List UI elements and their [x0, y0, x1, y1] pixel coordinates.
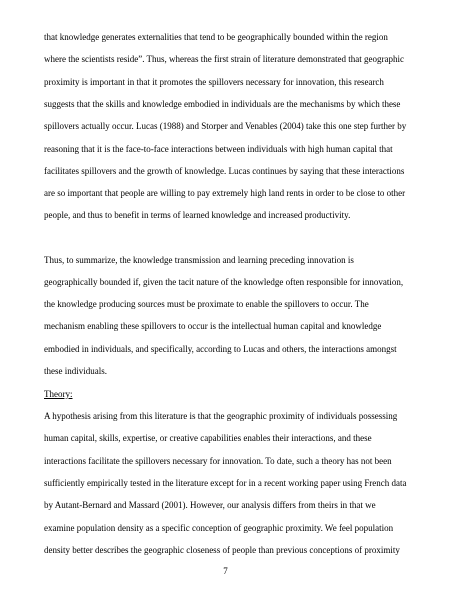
text-line: examine population density as a specific conception of geographic proximity. We feel population — [44, 523, 394, 533]
text-line: density better describes the geographic closeness of people than previous conceptions of proximity — [44, 545, 400, 555]
text-line: embodied in individuals, and specifically, according to Lucas and others, the interactions amongst — [44, 344, 397, 354]
text-line: reasoning that it is the face-to-face interactions between individuals with high human capital that — [44, 144, 393, 154]
text-line: interactions facilitate the spillovers necessary for innovation. To date, such a theory has not been — [44, 456, 392, 466]
text-line: proximity is important in that it promotes the spillovers necessary for innovation, this research — [44, 77, 384, 87]
text-line: the knowledge producing sources must be proximate to enable the spillovers to occur. The — [44, 299, 369, 309]
text-line: geographically bounded if, given the tacit nature of the knowledge often responsible for innovation, — [44, 277, 404, 287]
text-line: by Autant-Bernard and Massard (2001). However, our analysis differs from theirs in that we — [44, 500, 376, 510]
text-line: spillovers actually occur. Lucas (1988) and Storper and Venables (2004) take this one step further by — [44, 121, 407, 131]
text-line: these individuals. — [44, 366, 107, 376]
text-line: human capital, skills, expertise, or creative capabilities enables their interactions, and these — [44, 433, 372, 443]
text-line: A hypothesis arising from this literature is that the geographic proximity of individuals possessing — [44, 411, 398, 421]
text-line: sufficiently empirically tested in the literature except for in a recent working paper using French data — [44, 478, 407, 488]
section-heading: Theory: — [44, 389, 73, 399]
text-line: people, and thus to benefit in terms of learned knowledge and increased productivity. — [44, 210, 351, 220]
text-line: facilitates spillovers and the growth of knowledge. Lucas continues by saying that these interactions — [44, 166, 405, 176]
text-line: Thus, to summarize, the knowledge transmission and learning preceding innovation is — [44, 255, 354, 265]
page-number: 7 — [223, 566, 228, 576]
text-line: where the scientists reside”. Thus, whereas the first strain of literature demonstrated that geographic — [44, 54, 404, 64]
text-line: that knowledge generates externalities that tend to be geographically bounded within the region — [44, 32, 388, 42]
text-line: suggests that the skills and knowledge embodied in individuals are the mechanisms by which these — [44, 99, 401, 109]
text-line: are so important that people are willing to pay extremely high land rents in order to be close to other — [44, 188, 406, 198]
text-line: mechanism enabling these spillovers to occur is the intellectual human capital and knowledge — [44, 321, 382, 331]
